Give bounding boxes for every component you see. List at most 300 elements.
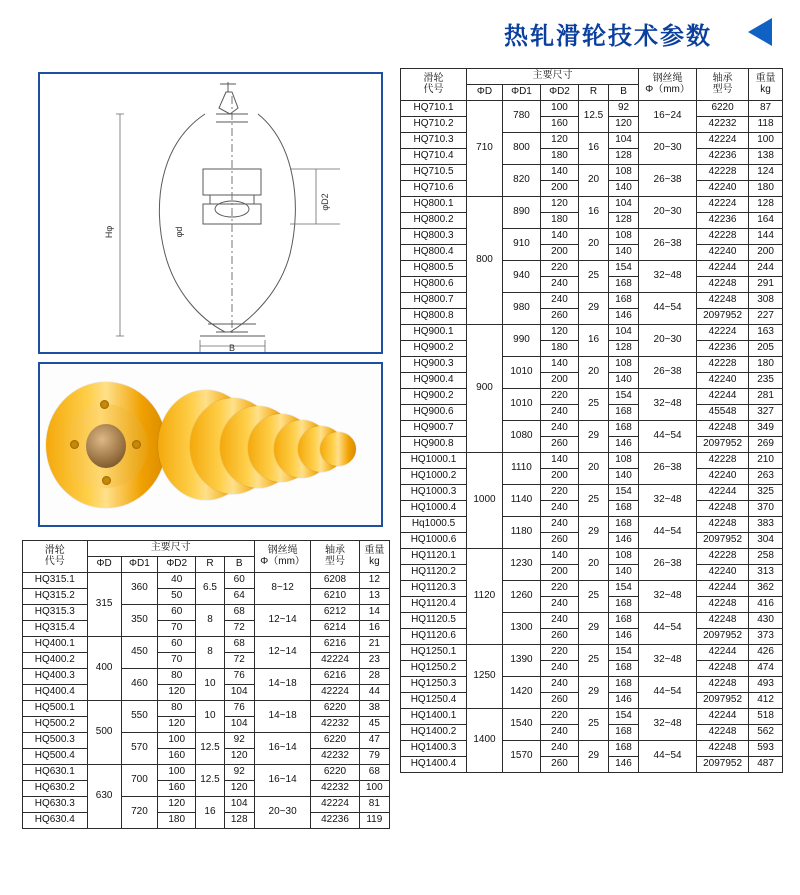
cell-weight: 235 [749,373,783,389]
cell-weight: 28 [359,669,389,685]
cell-b: 76 [224,669,254,685]
cell-b: 104 [609,197,639,213]
cell-weight: 325 [749,485,783,501]
left-spec-table-wrapper [22,540,390,829]
cell-phi-d: 1250 [467,645,503,709]
cell-weight: 304 [749,533,783,549]
cell-b: 168 [609,661,639,677]
cell-code: HQ1120.1 [401,549,467,565]
table-row [401,261,783,277]
cell-rope: 32~48 [639,581,697,613]
cell-phi-d1: 1540 [503,709,541,741]
cell-bearing: 6220 [311,765,359,781]
table-row [23,733,390,749]
product-photo-panel [38,362,383,527]
svg-text:B: B [228,343,236,352]
cell-phi-d2: 240 [541,517,579,533]
cell-r: 16 [579,325,609,357]
table-row [401,325,783,341]
cell-r: 25 [579,485,609,517]
cell-phi-d1: 460 [121,669,157,701]
cell-phi-d2: 260 [541,309,579,325]
cell-code: HQ400.2 [23,653,88,669]
cell-b: 168 [609,677,639,693]
cell-bearing: 42224 [697,133,749,149]
cell-bearing: 6212 [311,605,359,621]
cell-phi-d1: 1080 [503,421,541,453]
cell-code: HQ315.2 [23,589,88,605]
cell-weight: 163 [749,325,783,341]
cell-r: 16 [579,133,609,165]
cell-phi-d2: 200 [541,373,579,389]
cell-rope: 20~30 [639,197,697,229]
cell-r: 8 [196,605,224,637]
cell-weight: 79 [359,749,389,765]
svg-text:Hφ: Hφ [104,225,114,239]
cell-code: HQ1400.4 [401,757,467,773]
cell-phi-d2: 80 [158,669,196,685]
cell-phi-d2: 220 [541,581,579,597]
cell-bearing: 42224 [311,685,359,701]
cell-weight: 362 [749,581,783,597]
cell-weight: 87 [749,101,783,117]
header-b: B [609,85,639,101]
cell-bearing: 42240 [697,245,749,261]
cell-bearing: 42228 [697,229,749,245]
cell-phi-d2: 260 [541,757,579,773]
cell-phi-d2: 120 [541,133,579,149]
cell-b: 76 [224,701,254,717]
cell-phi-d2: 220 [541,485,579,501]
right-spec-table [400,68,783,773]
cell-b: 68 [224,605,254,621]
cell-bearing: 42236 [697,341,749,357]
cell-rope: 26~38 [639,453,697,485]
page-header [0,0,800,62]
cell-phi-d2: 160 [541,117,579,133]
cell-r: 29 [579,677,609,709]
cell-bearing: 42232 [311,781,359,797]
cell-weight: 327 [749,405,783,421]
cell-b: 92 [224,733,254,749]
cell-code: HQ1400.1 [401,709,467,725]
header-phi-d1: ΦD1 [121,557,157,573]
table-row [401,517,783,533]
cell-weight: 45 [359,717,389,733]
cell-bearing: 42244 [697,645,749,661]
cell-code: HQ630.3 [23,797,88,813]
cell-weight: 200 [749,245,783,261]
cell-phi-d2: 180 [158,813,196,829]
cell-phi-d1: 780 [503,101,541,133]
cell-phi-d2: 260 [541,533,579,549]
header-phi-d: ΦD [87,557,121,573]
cell-code: HQ800.1 [401,197,467,213]
cell-bearing: 42228 [697,165,749,181]
cell-b: 120 [224,749,254,765]
cell-code: HQ710.5 [401,165,467,181]
cell-b: 154 [609,645,639,661]
cell-phi-d2: 220 [541,261,579,277]
cell-b: 154 [609,261,639,277]
cell-bearing: 42232 [697,117,749,133]
cell-code: HQ1400.3 [401,741,467,757]
cell-bearing: 42248 [697,501,749,517]
pulley-photo [40,364,381,525]
cell-phi-d2: 140 [541,549,579,565]
table-row [23,637,390,653]
cell-phi-d: 400 [87,637,121,701]
cell-r: 25 [579,581,609,613]
right-spec-table-wrapper [400,68,782,773]
cell-rope: 12~14 [254,637,310,669]
cell-weight: 430 [749,613,783,629]
cell-code: HQ1000.1 [401,453,467,469]
cell-bearing: 42248 [697,517,749,533]
cell-r: 25 [579,389,609,421]
cell-phi-d2: 240 [541,277,579,293]
cell-rope: 26~38 [639,165,697,197]
cell-code: HQ1400.2 [401,725,467,741]
cell-b: 146 [609,533,639,549]
cell-phi-d1: 360 [121,573,157,605]
cell-weight: 562 [749,725,783,741]
cell-bearing: 2097952 [697,533,749,549]
cell-b: 168 [609,405,639,421]
cell-code: HQ710.3 [401,133,467,149]
cell-weight: 180 [749,181,783,197]
cell-bearing: 2097952 [697,757,749,773]
cell-code: HQ800.5 [401,261,467,277]
cell-phi-d1: 700 [121,765,157,797]
cell-weight: 44 [359,685,389,701]
cell-phi-d1: 1180 [503,517,541,549]
cell-weight: 124 [749,165,783,181]
pulley-section-drawing [40,74,381,352]
cell-r: 25 [579,261,609,293]
header-weight: 重量 kg [359,541,389,573]
cell-b: 168 [609,741,639,757]
cell-weight: 13 [359,589,389,605]
cell-r: 16 [579,197,609,229]
cell-code: HQ500.1 [23,701,88,717]
cell-b: 120 [224,781,254,797]
cell-b: 146 [609,757,639,773]
table-row [401,613,783,629]
cell-bearing: 6216 [311,669,359,685]
cell-code: HQ900.2 [401,341,467,357]
cell-weight: 349 [749,421,783,437]
cell-weight: 258 [749,549,783,565]
cell-b: 154 [609,709,639,725]
cell-code: HQ500.2 [23,717,88,733]
cell-b: 168 [609,597,639,613]
technical-drawing-panel [38,72,383,354]
cell-r: 20 [579,357,609,389]
cell-weight: 38 [359,701,389,717]
cell-phi-d2: 120 [541,325,579,341]
header-rope: 钢丝绳 Φ（mm） [254,541,310,573]
cell-phi-d: 315 [87,573,121,637]
cell-code: HQ800.3 [401,229,467,245]
cell-r: 16 [196,797,224,829]
table-row [401,389,783,405]
cell-phi-d: 710 [467,101,503,197]
cell-phi-d2: 260 [541,629,579,645]
cell-bearing: 42244 [697,709,749,725]
cell-phi-d1: 1570 [503,741,541,773]
cell-bearing: 45548 [697,405,749,421]
cell-code: HQ630.1 [23,765,88,781]
cell-b: 64 [224,589,254,605]
cell-rope: 12~14 [254,605,310,637]
header-rope: 钢丝绳 Φ（mm） [639,69,697,101]
cell-code: HQ630.2 [23,781,88,797]
cell-bearing: 6208 [311,573,359,589]
cell-phi-d2: 240 [541,405,579,421]
table-row [401,133,783,149]
table-row [401,709,783,725]
cell-code: HQ400.3 [23,669,88,685]
cell-phi-d1: 720 [121,797,157,829]
cell-phi-d2: 220 [541,389,579,405]
cell-phi-d1: 940 [503,261,541,293]
cell-phi-d1: 1230 [503,549,541,581]
cell-phi-d2: 180 [541,213,579,229]
cell-code: HQ1120.6 [401,629,467,645]
cell-weight: 373 [749,629,783,645]
cell-phi-d2: 70 [158,621,196,637]
cell-phi-d1: 570 [121,733,157,765]
cell-code: HQ1250.2 [401,661,467,677]
cell-weight: 12 [359,573,389,589]
cell-phi-d1: 1390 [503,645,541,677]
cell-phi-d2: 240 [541,725,579,741]
cell-code: HQ710.1 [401,101,467,117]
cell-code: HQ1000.3 [401,485,467,501]
cell-r: 29 [579,613,609,645]
cell-bearing: 2097952 [697,629,749,645]
cell-rope: 16~24 [639,101,697,133]
cell-phi-d1: 550 [121,701,157,733]
cell-b: 104 [224,685,254,701]
cell-rope: 32~48 [639,709,697,741]
cell-rope: 14~18 [254,669,310,701]
cell-code: HQ1000.6 [401,533,467,549]
cell-b: 168 [609,517,639,533]
cell-phi-d1: 1110 [503,453,541,485]
cell-code: HQ800.4 [401,245,467,261]
cell-weight: 426 [749,645,783,661]
cell-r: 20 [579,165,609,197]
table-row [401,357,783,373]
cell-phi-d2: 80 [158,701,196,717]
cell-phi-d2: 140 [541,357,579,373]
cell-phi-d: 630 [87,765,121,829]
cell-rope: 44~54 [639,613,697,645]
cell-code: HQ900.1 [401,325,467,341]
cell-phi-d2: 140 [541,229,579,245]
cell-phi-d2: 220 [541,709,579,725]
cell-b: 72 [224,653,254,669]
cell-bearing: 42236 [697,149,749,165]
cell-r: 12.5 [579,101,609,133]
page-title: 热轧滑轮技术参数 [504,23,712,50]
cell-weight: 518 [749,709,783,725]
cell-bearing: 42248 [697,277,749,293]
table-row [401,197,783,213]
header-code: 滑轮 代号 [23,541,88,573]
cell-weight: 205 [749,341,783,357]
cell-code: Hq1000.5 [401,517,467,533]
cell-bearing: 42228 [697,549,749,565]
header-phi-d1: ΦD1 [503,85,541,101]
cell-rope: 32~48 [639,645,697,677]
cell-phi-d2: 200 [541,181,579,197]
cell-bearing: 6220 [697,101,749,117]
cell-code: HQ1250.3 [401,677,467,693]
cell-code: HQ900.2 [401,389,467,405]
cell-phi-d1: 820 [503,165,541,197]
cell-phi-d2: 240 [541,661,579,677]
right-table-body [401,101,783,773]
cell-phi-d2: 240 [541,613,579,629]
cell-phi-d1: 1260 [503,581,541,613]
cell-phi-d2: 240 [541,597,579,613]
cell-phi-d1: 1010 [503,389,541,421]
cell-b: 146 [609,309,639,325]
table-row [23,701,390,717]
cell-phi-d2: 120 [541,197,579,213]
header-phi-d2: ΦD2 [158,557,196,573]
cell-b: 128 [609,149,639,165]
table-row [23,765,390,781]
cell-code: HQ400.1 [23,637,88,653]
cell-weight: 412 [749,693,783,709]
cell-phi-d1: 450 [121,637,157,669]
cell-phi-d2: 260 [541,693,579,709]
cell-phi-d2: 160 [158,781,196,797]
cell-phi-d1: 980 [503,293,541,325]
cell-bearing: 42248 [697,741,749,757]
cell-weight: 128 [749,197,783,213]
cell-r: 29 [579,293,609,325]
cell-phi-d1: 1300 [503,613,541,645]
table-row [401,677,783,693]
cell-code: HQ1120.5 [401,613,467,629]
cell-b: 140 [609,469,639,485]
table-row [401,581,783,597]
cell-bearing: 42232 [311,717,359,733]
cell-r: 12.5 [196,733,224,765]
cell-b: 146 [609,693,639,709]
cell-b: 140 [609,565,639,581]
bolt-hole-4 [132,440,141,449]
cell-weight: 100 [749,133,783,149]
cell-bearing: 42228 [697,453,749,469]
cell-b: 104 [224,797,254,813]
cell-weight: 100 [359,781,389,797]
cell-r: 10 [196,669,224,701]
cell-phi-d2: 160 [158,749,196,765]
cell-b: 108 [609,453,639,469]
left-table-body [23,573,390,829]
cell-bearing: 6220 [311,733,359,749]
cell-bearing: 42236 [697,213,749,229]
cell-code: HQ1250.1 [401,645,467,661]
cell-rope: 20~30 [639,133,697,165]
cell-bearing: 6216 [311,637,359,653]
cell-phi-d1: 1420 [503,677,541,709]
cell-bearing: 42248 [697,613,749,629]
table-row [401,741,783,757]
cell-code: HQ800.7 [401,293,467,309]
cell-bearing: 42224 [311,797,359,813]
cell-code: HQ1120.4 [401,597,467,613]
cell-phi-d2: 40 [158,573,196,589]
cell-b: 120 [609,117,639,133]
cell-rope: 44~54 [639,517,697,549]
table-row [23,669,390,685]
cell-b: 168 [609,277,639,293]
table-row [401,229,783,245]
cell-rope: 44~54 [639,677,697,709]
cell-r: 12.5 [196,765,224,797]
header-bearing: 轴承 型号 [311,541,359,573]
svg-text:φd: φd [174,226,184,238]
cell-code: HQ315.1 [23,573,88,589]
cell-bearing: 42248 [697,421,749,437]
table-row [401,453,783,469]
cell-rope: 14~18 [254,701,310,733]
cell-phi-d1: 890 [503,197,541,229]
cell-b: 104 [609,133,639,149]
cell-rope: 16~14 [254,733,310,765]
cell-phi-d2: 140 [541,453,579,469]
cell-phi-d2: 240 [541,501,579,517]
cell-b: 140 [609,245,639,261]
cell-bearing: 42240 [697,181,749,197]
cell-b: 72 [224,621,254,637]
cell-bearing: 6210 [311,589,359,605]
table-row [401,421,783,437]
cell-weight: 68 [359,765,389,781]
cell-phi-d: 1000 [467,453,503,549]
cell-rope: 26~38 [639,357,697,389]
cell-weight: 23 [359,653,389,669]
cell-phi-d2: 180 [541,341,579,357]
left-triangle-icon [748,18,772,46]
cell-phi-d2: 200 [541,245,579,261]
cell-code: HQ710.2 [401,117,467,133]
cell-weight: 180 [749,357,783,373]
cell-code: HQ1000.2 [401,469,467,485]
cell-b: 146 [609,437,639,453]
cell-bearing: 42236 [311,813,359,829]
cell-bearing: 42232 [311,749,359,765]
left-spec-table [22,540,390,829]
cell-b: 104 [224,717,254,733]
cell-rope: 32~48 [639,261,697,293]
cell-bearing: 2097952 [697,437,749,453]
cell-code: HQ710.6 [401,181,467,197]
cell-r: 10 [196,701,224,733]
cell-code: HQ500.4 [23,749,88,765]
cell-weight: 210 [749,453,783,469]
header-bearing: 轴承 型号 [697,69,749,101]
cell-weight: 487 [749,757,783,773]
header-weight: 重量 kg [749,69,783,101]
